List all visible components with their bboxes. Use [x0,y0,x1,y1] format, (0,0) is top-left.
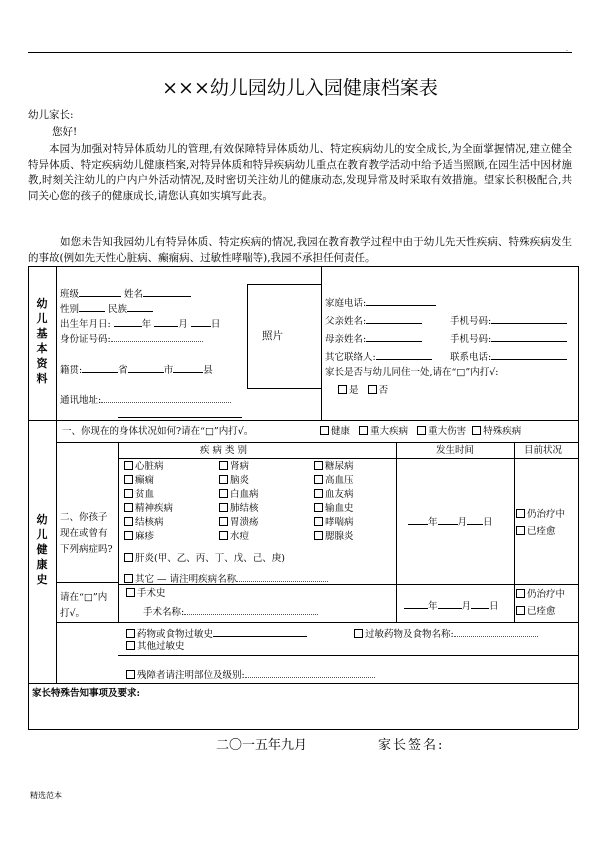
basic-section-label: 幼 儿 基 本 资 料 [36,297,48,385]
disease-checkbox[interactable] [314,531,323,540]
allergy-name-label: 过敏药物及食物名称: [365,629,454,640]
disease-checkbox[interactable] [124,475,133,484]
day-label: 日 [483,517,493,528]
disease-list: 心脏病 肾病 糖尿病 癫痫 脑炎 高血压 贫血 白血病 血友病 精神疾病 肺结核 输血史 结核病 胃溃疡 哮喘病 麻疹 水痘 腮腺炎 [124,461,394,543]
disease-checkbox[interactable] [314,475,323,484]
live-with-yes-checkbox[interactable] [338,385,347,394]
city-label: 市 [163,365,174,376]
birth-month-field[interactable] [154,316,178,327]
year-label: 年 [428,517,438,528]
mother-name-field[interactable] [366,331,422,342]
surgery-recovered-checkbox[interactable] [516,606,525,615]
allergy-other-checkbox[interactable] [126,641,135,650]
disease-checkbox[interactable] [124,531,133,540]
other-disease-field[interactable] [236,571,328,582]
mother-mobile-field[interactable] [491,331,567,342]
surgery-year-field[interactable] [404,598,428,609]
surgery-name-field[interactable] [184,604,318,615]
day-label: 日 [489,601,499,612]
class-field[interactable] [79,286,121,297]
photo-box[interactable] [247,284,322,389]
footer-note: 精选范本 [30,791,62,800]
disease-checkbox[interactable] [219,461,228,470]
disease-ongoing-label: 仍治疗中 [527,509,566,520]
live-with-no-label: 否 [378,385,389,396]
disease-checkbox[interactable] [124,517,133,526]
disease-header: 疾 病 类 别 [200,445,248,456]
other-disease-checkbox[interactable] [124,574,133,583]
status-header: 目前状况 [524,445,563,456]
top-rule [28,52,572,53]
other-contact-label: 其它联络人: [325,352,376,363]
ethnicity-field[interactable] [127,301,153,312]
corner-mark: . [566,46,568,53]
parent-notice-label: 家长特殊告知事项及要求: [32,688,141,699]
class-label: 班级 [60,289,80,300]
allergy-other-label: 其他过敏史 [137,641,185,652]
month-label: 月 [457,517,468,528]
status-major-injury-label: 重大伤害 [428,426,467,437]
disease-checkbox[interactable] [314,461,323,470]
salutation: 幼儿家长: [28,109,74,121]
day-label: 日 [210,319,221,330]
disclaimer-paragraph: 如您未告知我园幼儿有特异体质、特定疾病的情况,我园在教育教学过程中由于幼儿先天性疾病、特殊疾病发生的事故(例如先天性心脏病、癫痫病、过敏性哮喘等),我园不承担任何责任。 [28,236,572,264]
disability-label: 残障者请注明部位及级别: [137,670,245,681]
province-label: 省 [118,365,128,376]
disability-checkbox[interactable] [126,670,135,679]
birth-label: 出生年月日: [60,319,111,330]
page-title: ×××幼儿园幼儿入园健康档案表 [162,77,438,99]
parent-signature-field[interactable] [446,740,546,754]
health-section-label: 幼 儿 健 康 史 [36,513,48,586]
live-with-no-checkbox[interactable] [368,385,377,394]
q2-hint: 请在“□”内打√。 [60,592,108,619]
parent-signature-label: 家长签名: [378,738,445,753]
province-field[interactable] [82,362,118,373]
contact-phone-field[interactable] [491,349,567,360]
live-with-yes-label: 是 [349,385,359,396]
surgery-ongoing-label: 仍治疗中 [527,589,566,600]
parent-notice-field[interactable] [30,700,576,727]
address-underline [118,417,242,418]
surgery-label: 手术史 [137,588,166,599]
hepatitis-label: 肝炎(甲、乙、丙、丁、戊、己、庚) [135,553,285,564]
live-with-question: 家长是否与幼儿同住一处,请在“□”内打√: [325,367,499,378]
father-mobile-label: 手机号码: [450,316,492,327]
mother-name-label: 母亲姓名: [325,334,367,345]
birth-day-field[interactable] [191,316,211,327]
status-healthy-label: 健康 [331,426,351,437]
other-disease-hint: 请注明疾病名称 [169,574,237,585]
allergy-name-field[interactable] [454,626,538,637]
father-name-field[interactable] [366,313,422,324]
disease-checkbox[interactable] [219,517,228,526]
county-field[interactable] [173,362,203,373]
disease-checkbox[interactable] [314,517,323,526]
disease-checkbox[interactable] [314,503,323,512]
surgery-recovered-label: 已痊愈 [527,606,556,617]
disease-checkbox[interactable] [314,489,323,498]
greeting: 您好! [52,126,78,138]
allergy-drug-checkbox[interactable] [126,629,135,638]
surgery-day-field[interactable] [471,598,489,609]
native-label: 籍贯: [60,365,83,376]
hepatitis-checkbox[interactable] [124,553,133,562]
surgery-checkbox[interactable] [126,588,135,597]
disease-ongoing-checkbox[interactable] [516,509,525,518]
disease-month-field[interactable] [438,514,458,525]
disability-field[interactable] [245,667,375,678]
allergy-name-checkbox[interactable] [354,629,363,638]
allergy-drug-label: 药物或食物过敏史 [137,629,214,640]
q1-text: 一、你现在的身体状况如何?请在“□”内打√。 [62,426,254,437]
address-label: 通讯地址: [60,395,102,406]
photo-label: 照片 [262,330,283,342]
status-major-illness-label: 重大疾病 [370,426,409,437]
disease-recovered-checkbox[interactable] [516,526,525,535]
month-label: 月 [178,319,188,330]
status-special-disease-label: 特殊疾病 [483,426,522,437]
father-name-label: 父亲姓名: [325,316,367,327]
other-disease-label: 其它 [135,574,155,585]
disease-checkbox[interactable] [219,489,228,498]
disease-day-field[interactable] [467,514,483,525]
allergy-drug-field[interactable] [213,626,307,637]
gender-label: 性别 [60,304,80,315]
intro-paragraph: 本园为加强对特异体质幼儿的管理,有效保障特异体质幼儿、特定疾病幼儿的安全成长,为全面掌握情况,建立健全特异体质、特定疾病幼儿健康档案,对特异体质和特异疾病幼儿重点在教育教学活动中给予适当照顾,在园生活中因材施教,时刻关注幼儿的户内户外活动情况,及时密切关注幼儿的健康动态,发现异常及时采取有效措施。望家长积极配合,共同关心您的孩子的健康成长,请您认真如实填写此表。 [28,143,572,202]
city-field[interactable] [128,362,164,373]
address-field[interactable] [101,392,231,403]
gender-field[interactable] [79,301,105,312]
disease-checkbox[interactable] [124,503,133,512]
name-field[interactable] [143,286,191,297]
q2-text: 二、你孩子现在或曾有下列病症吗? [60,512,113,555]
footer-date: 二〇一五年九月 [216,738,308,753]
year-label: 年 [428,601,438,612]
mother-mobile-label: 手机号码: [450,334,492,345]
father-mobile-field[interactable] [491,313,567,324]
surgery-month-field[interactable] [438,598,462,609]
disease-checkbox[interactable] [219,475,228,484]
month-label: 月 [461,601,472,612]
disease-checkbox[interactable] [219,531,228,540]
status-special-disease-checkbox[interactable] [472,426,481,435]
other-contact-field[interactable] [376,349,432,360]
disease-checkbox[interactable] [124,461,133,470]
birth-year-field[interactable] [114,316,142,327]
surgery-ongoing-checkbox[interactable] [516,589,525,598]
ethnicity-label: 民族 [108,304,128,315]
disease-year-field[interactable] [408,514,428,525]
disease-recovered-label: 已痊愈 [527,526,556,537]
name-label: 姓名 [124,289,144,300]
status-major-illness-checkbox[interactable] [359,426,368,435]
id-label: 身份证号码: [60,334,111,345]
surgery-name-label: 手术名称: [143,607,185,618]
date-header: 发生时间 [436,445,475,456]
county-label: 县 [203,365,213,376]
status-major-injury-checkbox[interactable] [417,426,426,435]
disease-checkbox[interactable] [124,489,133,498]
home-phone-label: 家庭电话: [325,298,367,309]
year-label: 年 [141,319,152,330]
home-phone-field[interactable] [366,295,436,306]
contact-phone-label: 联系电话: [450,352,492,363]
disease-checkbox[interactable] [219,503,228,512]
id-field[interactable] [111,331,203,342]
status-healthy-checkbox[interactable] [320,426,329,435]
